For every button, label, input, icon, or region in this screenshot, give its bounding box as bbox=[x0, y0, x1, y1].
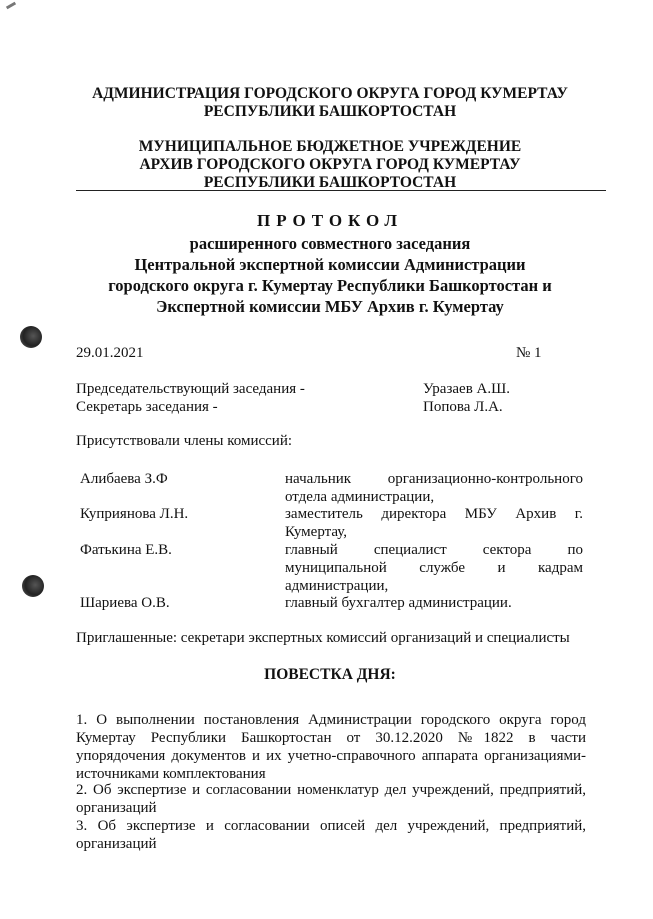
agenda-line: Кумертау Республики Башкортостан от 30.12.2020 №1822 в части bbox=[76, 730, 586, 746]
punch-hole bbox=[22, 575, 44, 597]
member-role-line: администрации, bbox=[285, 578, 389, 594]
agenda-heading: ПОВЕСТКА ДНЯ: bbox=[264, 666, 396, 683]
protocol-title: ПРОТОКОЛ bbox=[256, 211, 403, 230]
secretary-label: Секретарь заседания - bbox=[76, 399, 218, 415]
member-role bbox=[285, 541, 583, 595]
subtitle-line-2: Центральной экспертной комиссии Администрации bbox=[134, 255, 526, 274]
chair-label: Председательствующий заседания - bbox=[76, 381, 305, 397]
agenda-item-2 bbox=[76, 781, 586, 817]
member-role-line: Кумертау, bbox=[285, 524, 348, 540]
protocol-subtitle bbox=[40, 233, 620, 317]
agenda-line: 2. Об экспертизе и согласовании номенклатур дел учреждений, предприятий, bbox=[76, 782, 586, 798]
header-divider bbox=[76, 190, 606, 191]
member-role-line: главный специалист сектора по bbox=[285, 542, 583, 558]
agenda-line: 3. Об экспертизе и согласовании описей дел учреждений, предприятий, bbox=[76, 818, 586, 834]
agenda-line: организаций bbox=[76, 800, 157, 816]
member-role-line: муниципальной службе и кадрам bbox=[285, 560, 583, 576]
subtitle-line-3: городского округа г. Кумертау Республики Башкортостан и bbox=[108, 276, 552, 295]
admin-line-2: РЕСПУБЛИКИ БАШКОРТОСТАН bbox=[203, 103, 457, 120]
institution-line-3: РЕСПУБЛИКИ БАШКОРТОСТАН bbox=[203, 174, 457, 191]
chair-name: Уразаев А.Ш. bbox=[423, 381, 510, 397]
subtitle-line-4: Экспертной комиссии МБУ Архив г. Кумертау bbox=[156, 297, 504, 316]
member-role-line: начальник организационно-контрольного bbox=[285, 471, 583, 487]
institution-line-2: АРХИВ ГОРОДСКОГО ОКРУГА ГОРОД КУМЕРТАУ bbox=[139, 156, 521, 173]
member-role-line: отдела администрации, bbox=[285, 489, 435, 505]
member-role bbox=[285, 470, 583, 506]
member-role-line: главный бухгалтер администрации. bbox=[285, 595, 512, 611]
member-role bbox=[285, 505, 583, 541]
subtitle-line-1: расширенного совместного заседания bbox=[189, 234, 471, 253]
agenda-line: упорядочения документов и их учетно-справочного аппарата организациями- bbox=[76, 748, 586, 764]
protocol-number: № 1 bbox=[516, 345, 542, 361]
member-name: Шариева О.В. bbox=[80, 595, 170, 611]
admin-line-1: АДМИНИСТРАЦИЯ ГОРОДСКОГО ОКРУГА ГОРОД КУМЕРТАУ bbox=[92, 85, 568, 102]
agenda-line: организаций bbox=[76, 836, 157, 852]
member-role bbox=[285, 594, 583, 612]
member-name: Алибаева З.Ф bbox=[80, 471, 168, 487]
member-name: Фатькина Е.В. bbox=[80, 542, 172, 558]
secretary-name: Попова Л.А. bbox=[423, 399, 503, 415]
scan-mark bbox=[6, 2, 16, 10]
punch-hole bbox=[20, 326, 42, 348]
agenda-line: источниками комплектования bbox=[76, 766, 266, 782]
institution-header bbox=[40, 138, 620, 192]
member-name: Куприянова Л.Н. bbox=[80, 506, 189, 522]
invited-line: Приглашенные: секретари экспертных комиссий организаций и специалисты bbox=[76, 630, 570, 646]
member-role-line: заместитель директора МБУ Архив г. bbox=[285, 506, 583, 522]
agenda-line: 1. О выполнении постановления Администрации городского округа город bbox=[76, 712, 586, 728]
agenda-item-3 bbox=[76, 817, 586, 853]
present-label: Присутствовали члены комиссий: bbox=[76, 433, 293, 449]
admin-header bbox=[40, 85, 620, 121]
protocol-date: 29.01.2021 bbox=[76, 345, 144, 361]
institution-line-1: МУНИЦИПАЛЬНОЕ БЮДЖЕТНОЕ УЧРЕЖДЕНИЕ bbox=[138, 138, 522, 155]
agenda-item-1 bbox=[76, 711, 586, 783]
